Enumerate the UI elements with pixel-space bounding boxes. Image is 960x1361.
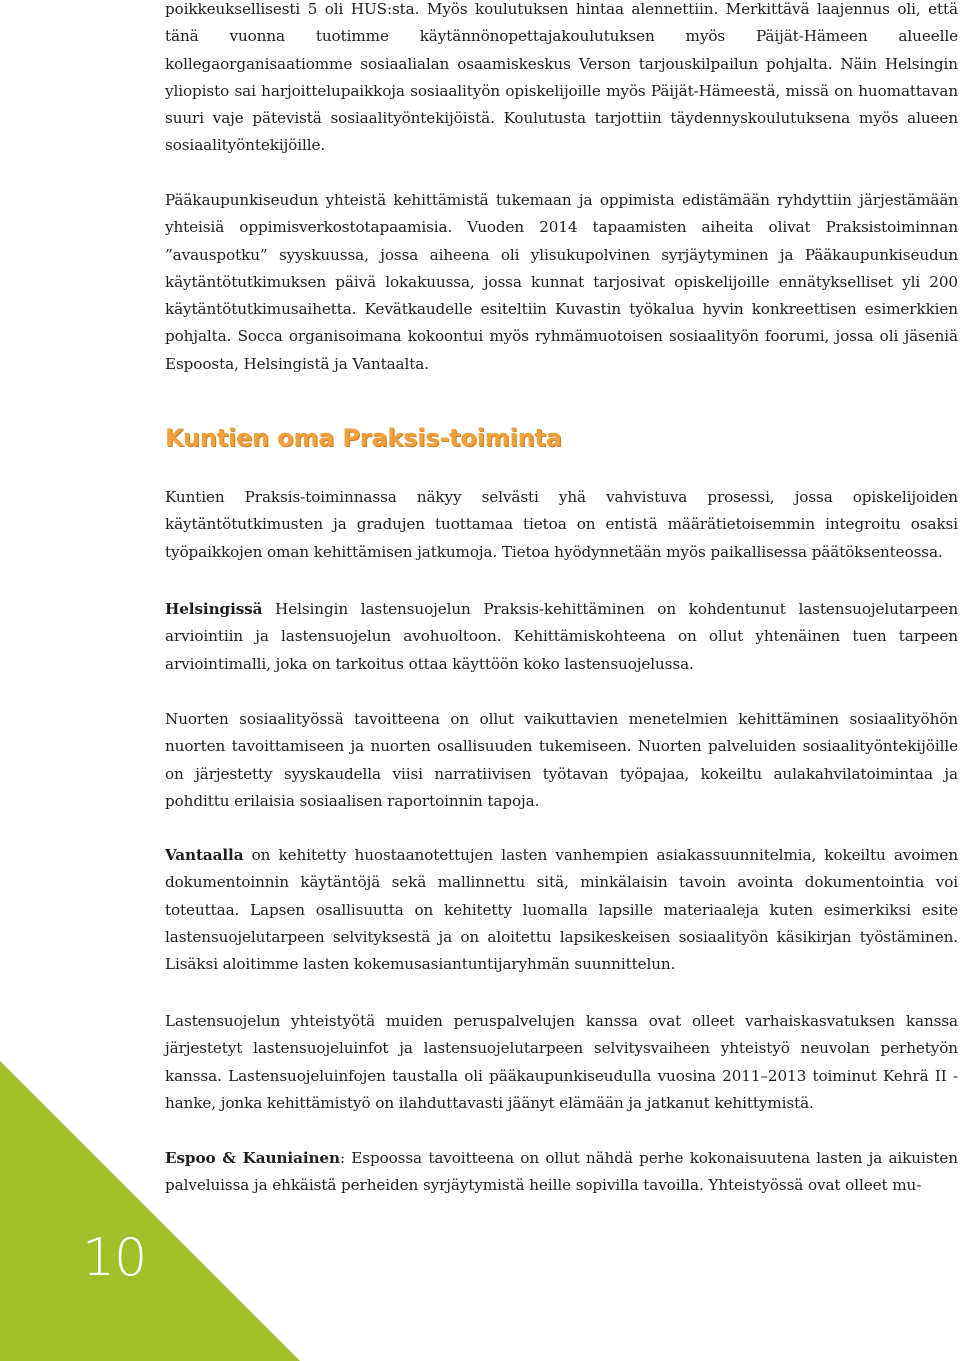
vantaa-lead: Vantaalla (165, 846, 244, 864)
paragraph-vantaa (165, 842, 958, 978)
corner-triangle (0, 1061, 300, 1361)
paragraph-child-welfare-cooperation: Lastensuojelun yhteistyötä muiden peruspalvelujen kanssa ovat olleet varhaiskasvatuksen kanssa järjestetyt lastensuojeluinfot ja lastensuojelutarpeen selvitysvaiheen yhteistyö neuvolan perhetyön kanssa. Lastensuojeluinfojen taustalla oli pääkaupunkiseudulla vuosina 2011–2013 toiminut Kehrä II -hanke, jonka kehittämistyö on ilahduttavasti jäänyt elämään ja jatkanut kehittymistä. (165, 1012, 958, 1112)
paragraph-youth-social-work: Nuorten sosiaalityössä tavoitteena on ollut vaikuttavien menetelmien kehittäminen sosiaalityöhön nuorten tavoittamiseen ja nuorten osallisuuden tukemiseen. Nuorten palveluiden sosiaalityöntekijöille on järjestetty syyskaudella viisi narratiivisen työtavan työpajaa, kokeiltu aulakahvilatoimintaa ja pohdittu erilaisia sosiaalisen raportoinnin tapoja. (165, 710, 958, 810)
paragraph-metropolitan-network: Pääkaupunkiseudun yhteistä kehittämistä tukemaan ja oppimista edistämään ryhdyttiin järjestämään yhteisiä oppimisverkostotapaamisia. Vuoden 2014 tapaamisten aiheita olivat Praksistoiminnan ”avauspotku” syyskuussa, jossa aiheena oli ylisukupolvinen syrjäytyminen ja Pääkaupunkiseudun käytäntötutkimuksen päivä lokakuussa, jossa kunnat tarjosivat opiskelijoille ennätykselliset yli 200 käytäntötutkimusaihetta. Kevätkaudelle esiteltiin Kuvastin työkalua hyvin konkreettisen esimerkkien pohjalta. Socca organisoimana kokoontui myös ryhmämuotoisen sosiaalityön foorumi, jossa oli jäseniä Espoosta, Helsingistä ja Vantaalta. (165, 191, 958, 373)
helsinki-lead: Helsingissä (165, 600, 263, 618)
vantaa-text: on kehitetty huostaanotettujen lasten vanhempien asiakassuunnitelmia, kokeiltu avoimen dokumentoinnin käytäntöjä sekä mallinnettu sitä, minkälaisin tavoin avointa dokumentointia voi toteuttaa. Lapsen osallisuutta on kehitetty luomalla lapsille materiaaleja kuten esimerkiksi esite lastensuojelutarpeen selvityksestä ja on aloitettu lapsikeskeisen sosiaalityön käsikirjan työstäminen. Lisäksi aloitimme lasten kokemusasiantuntijaryhmän suunnittelun. (165, 846, 958, 974)
section-heading: Kuntien oma Praksis-toiminta (165, 424, 562, 452)
espoo-text: : Espoossa tavoitteena on ollut nähdä perhe kokonaisuutena lasten ja aikuisten palveluissa ja ehkäistä perheiden syrjäytymistä heille sopivilla tavoilla. Yhteistyössä ovat olleet mu- (165, 1149, 958, 1195)
espoo-lead: Espoo & Kauniainen (165, 1149, 340, 1167)
paragraph-helsinki (165, 596, 958, 678)
paragraph-intro: poikkeuksellisesti 5 oli HUS:sta. Myös koulutuksen hintaa alennettiin. Merkittävä laajennus oli, että tänä vuonna tuotimme käytännönopettajakoulutuksen myös Päijät-Hämeen alueelle kollegaorganisaatiomme sosiaalialan osaamiskeskus Verson tarjouskilpailun pohjalta. Näin Helsingin yliopisto sai harjoittelupaikkoja sosiaalityön opiskelijoille myös Päijät-Hämeestä, missä on huomattavan suuri vaje pätevistä sosiaalityöntekijöistä. Koulutusta tarjottiin täydennyskoulutuksena myös alueen sosiaalityöntekijöille. (165, 0, 958, 155)
helsinki-text: Helsingin lastensuojelun Praksis-kehittäminen on kohdentunut lastensuojelutarpeen arviointiin ja lastensuojelun avohuoltoon. Kehittämiskohteena on ollut yhtenäinen tuen tarpeen arviointimalli, joka on tarkoitus ottaa käyttöön koko lastensuojelussa. (165, 600, 958, 673)
corner-triangle-decoration (0, 1061, 300, 1361)
page-number: 10 (82, 1228, 147, 1288)
paragraph-municipal-praksis: Kuntien Praksis-toiminnassa näkyy selvästi yhä vahvistuva prosessi, jossa opiskelijoiden käytäntötutkimusten ja gradujen tuottamaa tietoa on entistä määrätietoisemmin integroitu osaksi työpaikkojen oman kehittämisen jatkumoja. Tietoa hyödynnetään myös paikallisessa päätöksenteossa. (165, 488, 958, 561)
